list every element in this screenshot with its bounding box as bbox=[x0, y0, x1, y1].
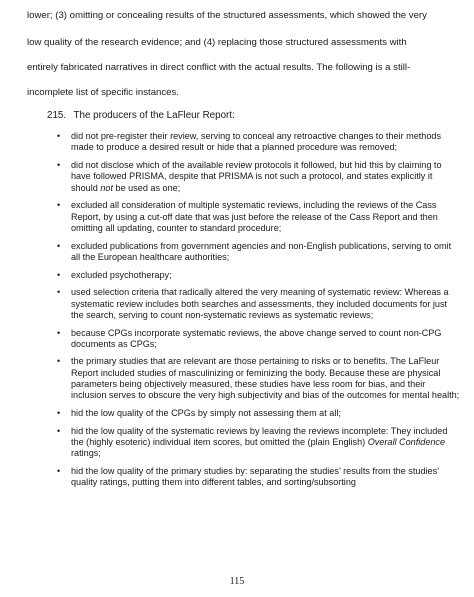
paragraph-text: The producers of the LaFleur Report: bbox=[73, 110, 235, 121]
instance-list bbox=[57, 131, 461, 495]
list-item: • because CPGs incorporate systematic reviews, the above change served to count non-CPG documents as CPGs; bbox=[57, 327, 442, 349]
list-item: • hid the low quality of the systematic reviews by leaving the reviews incomplete: They included the (highly esoteric) individual item scores, but omitted the (plain English) Overall Confidence ratings; bbox=[57, 425, 448, 459]
list-item: • did not pre-register their review, serving to conceal any retroactive changes to their methods made to produce a desired result or hide that a planned procedure was removed; bbox=[57, 131, 442, 153]
list-item: • excluded all consideration of multiple systematic reviews, including the reviews of the Cass Report, by using a cut-off date that was just before the release of the Cass Report and then omitting all updating, counter to standard procedure; bbox=[57, 200, 438, 233]
list-item: • hid the low quality of the CPGs by simply not assessing them at all; bbox=[57, 408, 341, 419]
page-number: 115 bbox=[229, 576, 245, 587]
paragraph-heading bbox=[47, 110, 235, 121]
intro-line-4: incomplete list of specific instances. bbox=[27, 87, 179, 98]
list-item: • did not disclose which of the available review protocols it followed, but hid this by claiming to have followed PRISMA, despite that PRISMA is not such a protocol, and states explicitly it should not be used as one; bbox=[57, 159, 442, 193]
intro-line-3: entirely fabricated narratives in direct conflict with the actual results. The following is a still- bbox=[27, 62, 411, 73]
list-item: • the primary studies that are relevant are those pertaining to risks or to benefits. The LaFleur Report included studies of masculinizing or feminizing the body. Because these are physical parameters being objectively measured, these studies have less room for bias, and their inclusion serves to obscure the very high subjectivity and bias of the outcomes for mental health; bbox=[57, 356, 460, 401]
list-item: • hid the low quality of the primary studies by: separating the studies’ results from the studies’ quality ratings, putting them into different tables, and sorting/subsorting bbox=[57, 466, 439, 488]
list-item: • excluded publications from government agencies and non-English publications, serving to omit all the European healthcare authorities; bbox=[57, 240, 452, 262]
intro-line-1: lower; (3) omitting or concealing results of the structured assessments, which showed the very bbox=[27, 10, 427, 21]
paragraph-number: 215. bbox=[47, 110, 67, 121]
intro-line-2: low quality of the research evidence; and (4) replacing those structured assessments with bbox=[27, 37, 407, 48]
list-item: • excluded psychotherapy; bbox=[57, 269, 172, 280]
list-item: • used selection criteria that radically altered the very meaning of systematic review: Whereas a systematic review includes both searches and assessments, they included documents for just the search, serving to count non-systematic reviews as systematic reviews; bbox=[57, 287, 449, 320]
